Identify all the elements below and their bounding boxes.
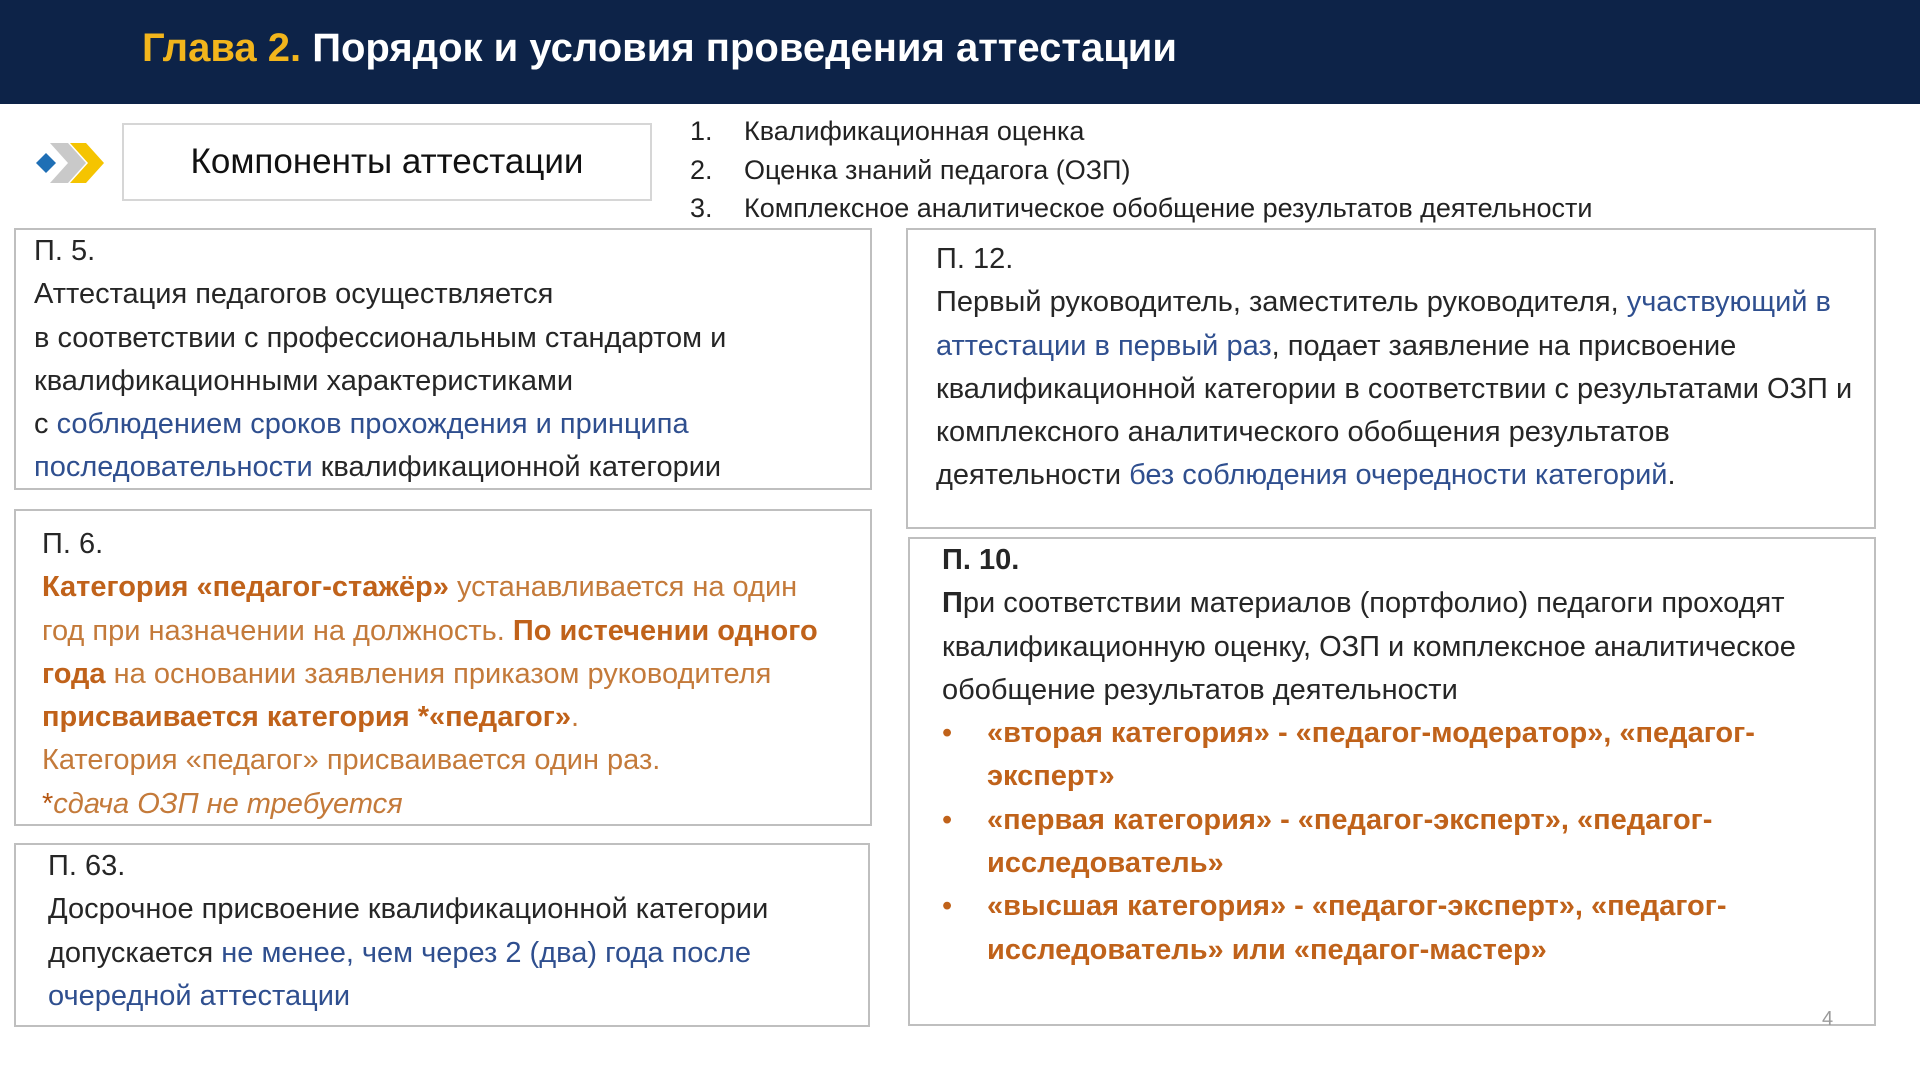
chevron-arrows-icon xyxy=(36,139,106,187)
clause-p63-highlight: не менее, чем через 2 (два) года после очередной аттестации xyxy=(48,936,751,1012)
clause-p5-line: в соответствии с профессиональным стандартом и xyxy=(34,321,727,354)
components-list-item: 1. Квалификационная оценка xyxy=(690,116,1085,146)
clause-p6-box xyxy=(14,509,872,826)
components-list-item: 3. Комплексное аналитическое обобщение результатов деятельности xyxy=(690,193,1593,223)
components-label-box xyxy=(122,123,652,201)
bullet-icon: • xyxy=(942,717,953,750)
clause-p12-highlight: без соблюдения очередности категорий xyxy=(1129,459,1668,492)
clause-p12-box xyxy=(906,228,1876,529)
clause-p5-box xyxy=(14,228,872,490)
clause-p63-box xyxy=(14,843,870,1027)
clause-p10-box xyxy=(908,537,1876,1026)
clause-p5-line: квалификационными характеристиками xyxy=(34,364,574,397)
clause-p5-heading: П. 5. xyxy=(34,235,96,267)
clause-p5-text: с соблюдением сроков прохождения и принципа последовательности квалификационной категории xyxy=(34,408,722,484)
category-list-item: • «вторая категория» - «педагог-модератор», «педагог-эксперт» xyxy=(942,712,1854,799)
bullet-icon: • xyxy=(942,890,953,923)
components-list xyxy=(690,112,1592,228)
clause-p63-text: Досрочное присвоение квалификационной категории допускается не менее, чем через 2 (два) года после очередной аттестации xyxy=(48,893,769,1012)
clause-p6-heading: П. 6. xyxy=(42,528,104,560)
clause-p12-text: Первый руководитель, заместитель руководителя, участвующий в аттестации в первый раз, подает заявление на присвоение квалификационной категории в соответствии с результатами ОЗП и комплексного аналитического обобщения результатов деятельности без соблюдения очередности категорий. xyxy=(936,286,1853,492)
clause-p6-footnote: *сдача ОЗП не требуется xyxy=(42,787,403,820)
clause-p6-text: Категория «педагог-стажёр» устанавливается на один год при назначении на должность. По истечении одного года на основании заявления приказом руководителя присваивается категория *«педагог». xyxy=(42,571,818,734)
category-list xyxy=(942,712,1854,972)
components-list-item: 2. Оценка знаний педагога (ОЗП) xyxy=(690,154,1131,185)
clause-p5-line: Аттестация педагогов осуществляется xyxy=(34,278,554,311)
slide-header xyxy=(0,0,1920,104)
category-list-item: • «высшая категория» - «педагог-эксперт», «педагог-исследователь» или «педагог-мастер» xyxy=(942,885,1854,972)
clause-p10-heading: П. 10. xyxy=(942,544,1020,576)
clause-p5-highlight: соблюдением сроков прохождения и принципа последовательности xyxy=(34,408,689,484)
bullet-icon: • xyxy=(942,803,953,836)
clause-p12-heading: П. 12. xyxy=(936,243,1014,275)
clause-p63-heading: П. 63. xyxy=(48,850,126,882)
slide-title xyxy=(142,26,1177,71)
page-number: 4 xyxy=(1822,1008,1834,1030)
clause-p12-highlight: участвующий в аттестации в первый раз xyxy=(936,286,1831,362)
components-label: Компоненты аттестации xyxy=(190,142,584,181)
clause-p10-text: При соответствии материалов (портфолио) педагоги проходят квалификационную оценку, ОЗП и комплексное аналитическое обобщение результатов деятельности xyxy=(942,587,1796,706)
category-list-item: • «первая категория» - «педагог-эксперт», «педагог-исследователь» xyxy=(942,799,1854,886)
chapter-number: Глава 2. xyxy=(142,26,302,70)
clause-p6-once: Категория «педагог» присваивается один раз. xyxy=(42,744,661,777)
chapter-title: Порядок и условия проведения аттестации xyxy=(312,26,1177,70)
